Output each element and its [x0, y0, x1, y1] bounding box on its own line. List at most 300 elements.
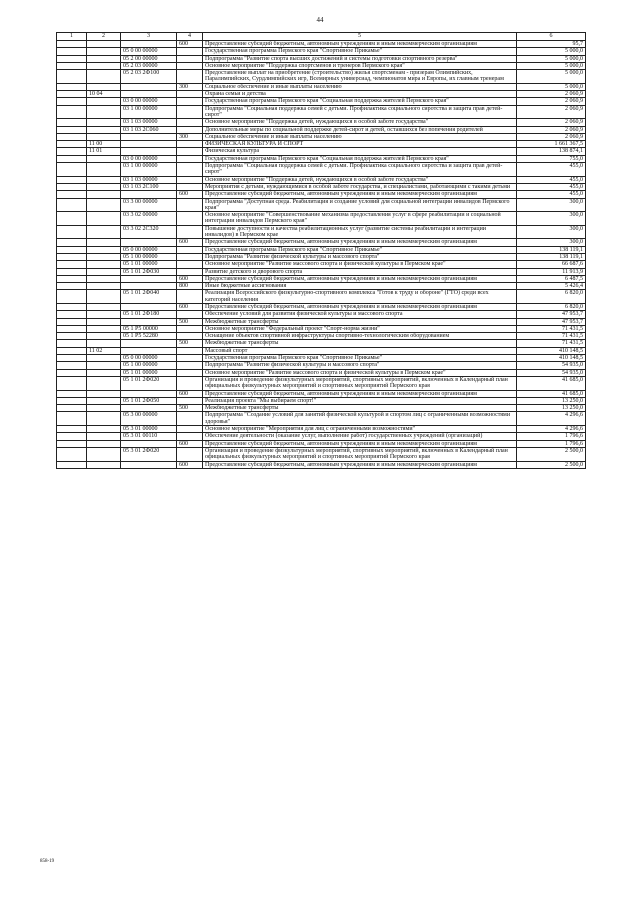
description: Основное мероприятие "Поддержка детей, нуждающихся в особой заботе государства": [203, 119, 517, 126]
amount: 6 487,5: [517, 275, 586, 282]
column-header: 2: [87, 33, 121, 41]
cell-col1: [57, 105, 87, 119]
target-code: 05 1 01 2Ф040: [121, 290, 177, 304]
budget-table: [56, 32, 586, 469]
table-row: [57, 176, 586, 183]
amount: 300,0: [517, 239, 586, 246]
expense-type: 600: [177, 461, 203, 468]
amount: 4 296,6: [517, 426, 586, 433]
description: Основное мероприятие "Поддержка детей, нуждающихся в особой заботе государства": [203, 176, 517, 183]
target-code: [121, 340, 177, 347]
target-code: 05 3 01 00000: [121, 426, 177, 433]
expense-type: [177, 433, 203, 440]
column-header: 5: [203, 33, 517, 41]
section-code: [87, 333, 121, 340]
section-code: [87, 426, 121, 433]
expense-type: 600: [177, 191, 203, 198]
expense-type: 500: [177, 405, 203, 412]
target-code: 03 3 00 00000: [121, 198, 177, 212]
expense-type: 500: [177, 340, 203, 347]
amount: 455,0: [517, 163, 586, 177]
amount: 71 431,5: [517, 325, 586, 332]
table-row: [57, 83, 586, 90]
amount: 71 431,5: [517, 340, 586, 347]
table-row: [57, 105, 586, 119]
description: Предоставление субсидий бюджетным, автономным учреждениям и иным некоммерческим организациям: [203, 390, 517, 397]
amount: 410 148,5: [517, 347, 586, 354]
target-code: 05 1 Р5 00000: [121, 325, 177, 332]
cell-col1: [57, 333, 87, 340]
description: Основное мероприятие "Совершенствование механизма предоставления услуг в сфере реабилитации и социальной интеграции инвалидов Пермского края": [203, 212, 517, 226]
target-code: 05 3 01 00110: [121, 433, 177, 440]
table-row: [57, 426, 586, 433]
expense-type: [177, 447, 203, 461]
description: ФИЗИЧЕСКАЯ КУЛЬТУРА И СПОРТ: [203, 141, 517, 148]
description: Организация и проведение физкультурных мероприятий, спортивных мероприятий, включенных в Календарный план официальных физкультурных мероприятий и спортивных мероприятий Пермского края: [203, 447, 517, 461]
table-row: [57, 183, 586, 190]
table-row: [57, 283, 586, 290]
column-header: 6: [517, 33, 586, 41]
description: Оснащение объектов спортивной инфраструктуры спортивно-технологическим оборудованием: [203, 333, 517, 340]
cell-col1: [57, 440, 87, 447]
cell-col1: [57, 133, 87, 140]
section-code: [87, 283, 121, 290]
amount: 300,0: [517, 212, 586, 226]
section-code: [87, 405, 121, 412]
section-code: [87, 105, 121, 119]
section-code: [87, 303, 121, 310]
amount: 5 000,0: [517, 70, 586, 84]
section-code: [87, 355, 121, 362]
cell-col1: [57, 362, 87, 369]
amount: 138 119,1: [517, 253, 586, 260]
description: Социальное обеспечение и иные выплаты населению: [203, 83, 517, 90]
amount: 71 431,5: [517, 333, 586, 340]
table-row: [57, 225, 586, 239]
table-row: [57, 62, 586, 69]
description: Физическая культура: [203, 148, 517, 155]
cell-col1: [57, 318, 87, 325]
target-code: 05 0 00 00000: [121, 246, 177, 253]
description: Государственная программа Пермского края "Социальная поддержка жителей Пермского края": [203, 98, 517, 105]
amount: 2 060,9: [517, 91, 586, 98]
table-row: [57, 303, 586, 310]
table-row: [57, 376, 586, 390]
section-code: [87, 261, 121, 268]
target-code: [121, 41, 177, 48]
cell-col1: [57, 198, 87, 212]
table-row: [57, 126, 586, 133]
table-row: [57, 48, 586, 55]
section-code: [87, 155, 121, 162]
expense-type: [177, 105, 203, 119]
table-row: [57, 91, 586, 98]
expense-type: [177, 91, 203, 98]
description: Обеспечение деятельности (оказание услуг, выполнение работ) государственных учреждений (организаций): [203, 433, 517, 440]
table-row: [57, 155, 586, 162]
target-code: [121, 347, 177, 354]
amount: 66 687,6: [517, 261, 586, 268]
expense-type: [177, 70, 203, 84]
expense-type: [177, 126, 203, 133]
description: Основное мероприятие "Поддержка спортсменов и тренеров Пермского края": [203, 62, 517, 69]
table-row: [57, 461, 586, 468]
table-row: [57, 148, 586, 155]
target-code: 05 1 01 00000: [121, 261, 177, 268]
table-row: [57, 163, 586, 177]
table-row: [57, 198, 586, 212]
expense-type: 600: [177, 303, 203, 310]
column-header: 3: [121, 33, 177, 41]
target-code: 05 0 00 00000: [121, 355, 177, 362]
amount: 1 796,6: [517, 440, 586, 447]
expense-type: [177, 311, 203, 318]
target-code: [121, 191, 177, 198]
target-code: 05 1 01 2Ф030: [121, 268, 177, 275]
section-code: [87, 390, 121, 397]
target-code: [121, 133, 177, 140]
target-code: 05 1 01 2Ф180: [121, 311, 177, 318]
description: Предоставление субсидий бюджетным, автономным учреждениям и иным некоммерческим организациям: [203, 461, 517, 468]
table-row: [57, 433, 586, 440]
section-code: [87, 191, 121, 198]
table-row: [57, 311, 586, 318]
amount: 41 685,0: [517, 376, 586, 390]
table-row: [57, 347, 586, 354]
amount: 95,7: [517, 41, 586, 48]
cell-col1: [57, 191, 87, 198]
table-row: [57, 133, 586, 140]
description: Государственная программа Пермского края "Спортивное Прикамье": [203, 48, 517, 55]
description: Предоставление субсидий бюджетным, автономным учреждениям и иным некоммерческим организациям: [203, 303, 517, 310]
table-row: [57, 318, 586, 325]
cell-col1: [57, 70, 87, 84]
amount: 4 296,6: [517, 412, 586, 426]
amount: 410 148,5: [517, 355, 586, 362]
amount: 47 953,7: [517, 311, 586, 318]
amount: 455,0: [517, 176, 586, 183]
cell-col1: [57, 261, 87, 268]
table-row: [57, 70, 586, 84]
description: Подпрограмма "Доступная среда. Реабилитация и создание условий для социальной интеграции инвалидов Пермского края": [203, 198, 517, 212]
target-code: 05 1 00 00000: [121, 253, 177, 260]
expense-type: 800: [177, 283, 203, 290]
amount: 455,0: [517, 183, 586, 190]
cell-col1: [57, 303, 87, 310]
table-row: [57, 362, 586, 369]
expense-type: [177, 246, 203, 253]
amount: 755,0: [517, 155, 586, 162]
cell-col1: [57, 397, 87, 404]
amount: 5 000,0: [517, 55, 586, 62]
cell-col1: [57, 433, 87, 440]
expense-type: [177, 55, 203, 62]
expense-type: [177, 268, 203, 275]
cell-col1: [57, 83, 87, 90]
table-row: [57, 253, 586, 260]
expense-type: [177, 198, 203, 212]
cell-col1: [57, 246, 87, 253]
expense-type: [177, 362, 203, 369]
table-row: [57, 447, 586, 461]
cell-col1: [57, 275, 87, 282]
description: Подпрограмма "Создание условий для занятий физической культурой и спортом лиц с ограниченными возможностями здоровья": [203, 412, 517, 426]
section-code: [87, 225, 121, 239]
cell-col1: [57, 369, 87, 376]
description: Организация и проведение физкультурных мероприятий, спортивных мероприятий, включенных в Календарный план официальных физкультурных мероприятий и спортивных мероприятий Пермского края: [203, 376, 517, 390]
cell-col1: [57, 176, 87, 183]
expense-type: [177, 48, 203, 55]
target-code: 03 1 03 2С060: [121, 126, 177, 133]
expense-type: [177, 261, 203, 268]
amount: 300,0: [517, 198, 586, 212]
expense-type: [177, 212, 203, 226]
expense-type: [177, 225, 203, 239]
expense-type: [177, 426, 203, 433]
table-row: [57, 98, 586, 105]
description: Подпрограмма "Развитие физической культуры и массового спорта": [203, 362, 517, 369]
cell-col1: [57, 355, 87, 362]
amount: 5 426,4: [517, 283, 586, 290]
expense-type: [177, 155, 203, 162]
description: Развитие детского и дворового спорта: [203, 268, 517, 275]
description: Подпрограмма "Развитие спорта высших достижений и системы подготовки спортивного резерва": [203, 55, 517, 62]
cell-col1: [57, 311, 87, 318]
target-code: [121, 283, 177, 290]
amount: 2 060,9: [517, 105, 586, 119]
section-code: 11 02: [87, 347, 121, 354]
amount: 13 250,0: [517, 397, 586, 404]
cell-col1: [57, 347, 87, 354]
cell-col1: [57, 91, 87, 98]
section-code: [87, 433, 121, 440]
section-code: 11 00: [87, 141, 121, 148]
expense-type: [177, 290, 203, 304]
description: Охрана семьи и детства: [203, 91, 517, 98]
description: Предоставление субсидий бюджетным, автономным учреждениям и иным некоммерческим организациям: [203, 239, 517, 246]
amount: 2 060,9: [517, 126, 586, 133]
description: Массовый спорт: [203, 347, 517, 354]
section-code: [87, 119, 121, 126]
target-code: [121, 239, 177, 246]
table-row: [57, 239, 586, 246]
table-row: [57, 325, 586, 332]
amount: 6 820,0: [517, 303, 586, 310]
cell-col1: [57, 183, 87, 190]
target-code: [121, 303, 177, 310]
description: Государственная программа Пермского края "Спортивное Прикамье": [203, 246, 517, 253]
amount: 1 661 367,5: [517, 141, 586, 148]
cell-col1: [57, 141, 87, 148]
target-code: 05 3 00 00000: [121, 412, 177, 426]
description: Предоставление субсидий бюджетным, автономным учреждениям и иным некоммерческим организациям: [203, 41, 517, 48]
expense-type: 600: [177, 275, 203, 282]
section-code: [87, 239, 121, 246]
amount: 13 250,0: [517, 405, 586, 412]
section-code: [87, 62, 121, 69]
expense-type: 600: [177, 390, 203, 397]
amount: 2 060,9: [517, 133, 586, 140]
cell-col1: [57, 41, 87, 48]
section-code: [87, 376, 121, 390]
section-code: [87, 275, 121, 282]
description: Межбюджетные трансферты: [203, 340, 517, 347]
target-code: 05 2 00 00000: [121, 55, 177, 62]
cell-col1: [57, 376, 87, 390]
section-code: [87, 461, 121, 468]
section-code: [87, 41, 121, 48]
target-code: [121, 141, 177, 148]
expense-type: [177, 176, 203, 183]
section-code: [87, 253, 121, 260]
description: Предоставление субсидий бюджетным, автономным учреждениям и иным некоммерческим организациям: [203, 191, 517, 198]
expense-type: [177, 119, 203, 126]
description: Подпрограмма "Социальная поддержка семей с детьми. Профилактика социального сиротства и защита прав детей-сирот": [203, 105, 517, 119]
expense-type: [177, 148, 203, 155]
target-code: [121, 461, 177, 468]
cell-col1: [57, 55, 87, 62]
target-code: 05 1 01 00000: [121, 369, 177, 376]
target-code: [121, 318, 177, 325]
expense-type: [177, 163, 203, 177]
expense-type: 600: [177, 440, 203, 447]
target-code: 03 0 00 00000: [121, 155, 177, 162]
amount: 300,0: [517, 225, 586, 239]
target-code: [121, 91, 177, 98]
description: Дополнительные меры по социальной поддержке детей-сирот и детей, оставшихся без попечения родителей: [203, 126, 517, 133]
section-code: [87, 268, 121, 275]
amount: 11 913,9: [517, 268, 586, 275]
cell-col1: [57, 290, 87, 304]
target-code: 05 0 00 00000: [121, 48, 177, 55]
section-code: [87, 325, 121, 332]
target-code: 03 1 00 00000: [121, 105, 177, 119]
table-row: [57, 369, 586, 376]
amount: 455,0: [517, 191, 586, 198]
section-code: [87, 311, 121, 318]
target-code: [121, 405, 177, 412]
cell-col1: [57, 98, 87, 105]
table-row: [57, 275, 586, 282]
target-code: 03 1 03 00000: [121, 176, 177, 183]
expense-type: [177, 333, 203, 340]
description: Основное мероприятие "Мероприятия для лиц с ограниченными возможностями": [203, 426, 517, 433]
expense-type: [177, 325, 203, 332]
amount: 2 500,0: [517, 461, 586, 468]
table-row: [57, 261, 586, 268]
amount: 138 119,1: [517, 246, 586, 253]
section-code: [87, 290, 121, 304]
section-code: 10 04: [87, 91, 121, 98]
target-code: 03 1 00 00000: [121, 163, 177, 177]
description: Реализация проекта "Мы выбираем спорт!": [203, 397, 517, 404]
target-code: 03 3 02 2С320: [121, 225, 177, 239]
section-code: [87, 133, 121, 140]
expense-type: [177, 141, 203, 148]
section-code: [87, 55, 121, 62]
table-row: [57, 397, 586, 404]
description: Мероприятия с детьми, нуждающимися в особой заботе государства, и специалистами, работающими с такими детьми: [203, 183, 517, 190]
page-number: 44: [316, 16, 324, 24]
target-code: 05 1 Р5 52280: [121, 333, 177, 340]
description: Повышение доступности и качества реабилитационных услуг (развитие системы реабилитации и интеграции инвалидов) в Пермском крае: [203, 225, 517, 239]
expense-type: [177, 253, 203, 260]
footer-code: 858-19: [40, 859, 55, 864]
amount: 5 000,0: [517, 83, 586, 90]
expense-type: [177, 397, 203, 404]
description: Государственная программа Пермского края "Социальная поддержка жителей Пермского края": [203, 155, 517, 162]
cell-col1: [57, 119, 87, 126]
amount: 2 060,9: [517, 98, 586, 105]
cell-col1: [57, 283, 87, 290]
expense-type: [177, 183, 203, 190]
description: Основное мероприятие "Федеральный проект "Спорт-норма жизни": [203, 325, 517, 332]
target-code: 03 1 03 00000: [121, 119, 177, 126]
column-header: 1: [57, 33, 87, 41]
section-code: [87, 397, 121, 404]
description: Основное мероприятие "Развитие массового спорта и физической культуры в Пермском крае": [203, 369, 517, 376]
description: Предоставление субсидий бюджетным, автономным учреждениям и иным некоммерческим организациям: [203, 275, 517, 282]
table-row: [57, 412, 586, 426]
section-code: [87, 362, 121, 369]
description: Основное мероприятие "Развитие массового спорта и физической культуры в Пермском крае": [203, 261, 517, 268]
section-code: [87, 318, 121, 325]
expense-type: 600: [177, 239, 203, 246]
target-code: 03 1 03 2С100: [121, 183, 177, 190]
section-code: [87, 70, 121, 84]
table-row: [57, 268, 586, 275]
table-header-row: [57, 33, 586, 41]
amount: 5 000,0: [517, 48, 586, 55]
target-code: 05 2 03 00000: [121, 62, 177, 69]
target-code: [121, 440, 177, 447]
cell-col1: [57, 268, 87, 275]
cell-col1: [57, 239, 87, 246]
section-code: 11 01: [87, 148, 121, 155]
cell-col1: [57, 148, 87, 155]
target-code: 05 2 03 2Ф100: [121, 70, 177, 84]
description: Реализация Всероссийского физкультурно-спортивного комплекса "Готов к труду и обороне" (ГТО) среди всех категорий населения: [203, 290, 517, 304]
cell-col1: [57, 225, 87, 239]
amount: 41 685,0: [517, 390, 586, 397]
column-header: 4: [177, 33, 203, 41]
table-row: [57, 355, 586, 362]
section-code: [87, 369, 121, 376]
amount: 138 874,1: [517, 148, 586, 155]
table-row: [57, 212, 586, 226]
cell-col1: [57, 390, 87, 397]
description: Межбюджетные трансферты: [203, 405, 517, 412]
expense-type: 600: [177, 41, 203, 48]
target-code: 05 3 01 2Ф020: [121, 447, 177, 461]
target-code: 05 1 00 00000: [121, 362, 177, 369]
cell-col1: [57, 461, 87, 468]
table-row: [57, 390, 586, 397]
table-row: [57, 141, 586, 148]
target-code: 05 1 01 2Ф020: [121, 376, 177, 390]
expense-type: [177, 412, 203, 426]
section-code: [87, 340, 121, 347]
target-code: [121, 390, 177, 397]
target-code: 05 1 01 2Ф050: [121, 397, 177, 404]
expense-type: 300: [177, 83, 203, 90]
expense-type: 300: [177, 133, 203, 140]
amount: 2 060,9: [517, 119, 586, 126]
amount: 1 796,6: [517, 433, 586, 440]
cell-col1: [57, 155, 87, 162]
description: Подпрограмма "Развитие физической культуры и массового спорта": [203, 253, 517, 260]
cell-col1: [57, 48, 87, 55]
